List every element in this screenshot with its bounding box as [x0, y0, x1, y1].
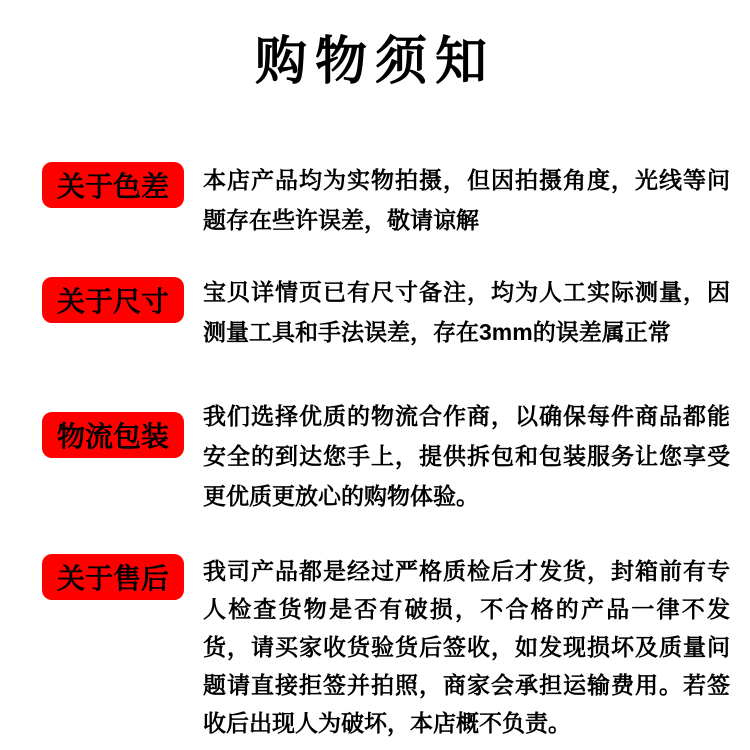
section-logistics-packaging: [42, 396, 730, 516]
text-color-difference: 本店产品均为实物拍摄，但因拍摄角度，光线等问题存在些许误差，敬请谅解: [203, 167, 730, 233]
text-size: 宝贝详情页已有尺寸备注，均为人工实际测量，因测量工具和手法误差，存在3mm的误差属正常: [203, 279, 730, 345]
text-after-sales: 我司产品都是经过严格质检后才发货，封箱前有专人检查货物是否有破损，不合格的产品一律不发货，请买家收货验货后签收，如发现损坏及质量问题请直接拒签并拍照，商家会承担运输费用。若签收后出现人为破坏，本店概不负责。: [203, 558, 730, 736]
text-logistics-packaging: 我们选择优质的物流合作商，以确保每件商品都能安全的到达您手上，提供拆包和包装服务让您享受更优质更放心的购物体验。: [203, 403, 730, 509]
section-after-sales: [42, 552, 730, 742]
label-size: 关于尺寸: [42, 277, 184, 323]
section-size: [42, 272, 730, 352]
label-color-difference: 关于色差: [42, 162, 184, 208]
page-title: 购物须知: [254, 33, 495, 91]
label-logistics-packaging: 物流包装: [42, 412, 184, 458]
section-color-difference: [42, 160, 730, 240]
label-after-sales: 关于售后: [42, 554, 184, 600]
